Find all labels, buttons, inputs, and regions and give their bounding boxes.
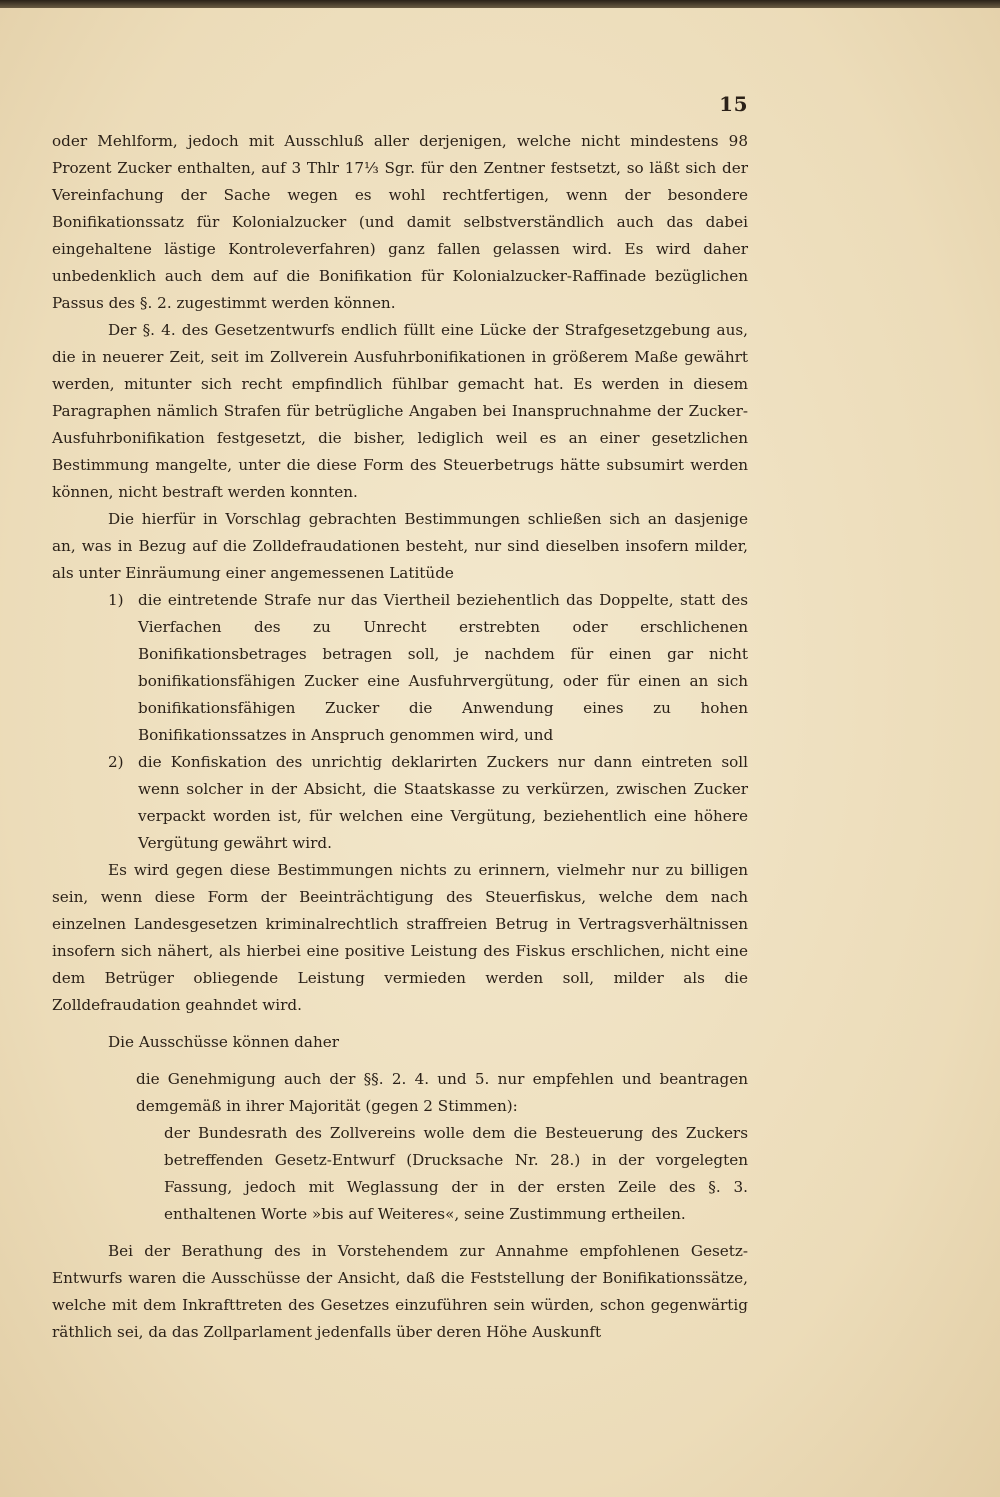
paragraph-4: Es wird gegen diese Bestimmungen nichts zu erinnern, vielmehr nur zu billigen sein, wenn diese Form der Beeinträchtigung des Steuerfiskus, welche dem nach einzelnen Landesgesetzen kriminalrechtlich straffreien Betrug in Vertragsverhältnissen insofern sich nähert, als hierbei eine positive Leistung des Fiskus erschlichen, nicht eine dem Betrüger obliegende Leistung vermieden werden soll, milder als die Zolldefraudation geahndet wird.	[52, 861, 748, 1014]
paragraph-3: Die hierfür in Vorschlag gebrachten Bestimmungen schließen sich an dasjenige an, was in Bezug auf die Zolldefraudationen besteht, nur sind dieselben insofern milder, als unter Einräumung einer angemessenen Latitüde	[52, 510, 748, 582]
page-number: 15	[719, 92, 748, 116]
body-text	[52, 128, 748, 1346]
paragraph-5: Die Ausschüsse können daher	[108, 1033, 339, 1051]
paragraph-2: Der §. 4. des Gesetzentwurfs endlich füllt eine Lücke der Strafgesetzgebung aus, die in neuerer Zeit, seit im Zollverein Ausfuhrbonifikationen in größerem Maße gewährt werden, mitunter sich recht empfindlich fühlbar gemacht hat. Es werden in diesem Paragraphen nämlich Strafen für betrügliche Angaben bei Inanspruchnahme der Zucker-Ausfuhrbonifikation festgesetzt, die bisher, lediglich weil es an einer gesetzlichen Bestimmung mangelte, unter die diese Form des Steuerbetrugs hätte subsumirt werden können, nicht bestraft werden konnten.	[52, 321, 748, 501]
list-item-1	[52, 587, 748, 749]
list-item-text: die Konfiskation des unrichtig deklarirten Zuckers nur dann eintreten soll wenn solcher in der Absicht, die Staatskasse zu verkürzen, zwischen Zucker verpackt worden ist, für welchen eine Vergütung, beziehentlich eine höhere Vergütung gewährt wird.	[138, 753, 748, 852]
page-top-edge	[0, 0, 1000, 8]
motion-intro: die Genehmigung auch der §§. 2. 4. und 5. nur empfehlen und beantragen demgemäß in ihrer Majorität (gegen 2 Stimmen):	[136, 1070, 748, 1115]
motion-text: der Bundesrath des Zollvereins wolle dem die Besteuerung des Zuckers betreffenden Gesetz-Entwurf (Drucksache Nr. 28.) in der vorgelegten Fassung, jedoch mit Weglassung der in der ersten Zeile des §. 3. enthaltenen Worte »bis auf Weiteres«, seine Zustimmung ertheilen.	[164, 1124, 748, 1223]
paragraph-8: Bei der Berathung des in Vorstehendem zur Annahme empfohlenen Gesetz-Entwurfs waren die Ausschüsse der Ansicht, daß die Feststellung der Bonifikationssätze, welche mit dem Inkrafttreten des Gesetzes einzuführen sein würden, schon gegenwärtig räthlich sei, da das Zollparlament jedenfalls über deren Höhe Auskunft	[52, 1242, 748, 1341]
paragraph-1: oder Mehlform, jedoch mit Ausschluß aller derjenigen, welche nicht mindestens 98 Prozent Zucker enthalten, auf 3 Thlr 17⅓ Sgr. für den Zentner festsetzt, so läßt sich der Vereinfachung der Sache wegen es wohl rechtfertigen, wenn der besondere Bonifikationssatz für Kolonialzucker (und damit selbstverständlich auch das dabei eingehaltene lästige Kontroleverfahren) ganz fallen gelassen wird. Es wird daher unbedenklich auch dem auf die Bonifikation für Kolonialzucker-Raffinade bezüglichen Passus des §. 2. zugestimmt werden können.	[52, 132, 748, 312]
list-item-number: 2)	[108, 753, 124, 771]
list-item-number: 1)	[108, 591, 124, 609]
list-item-text: die eintretende Strafe nur das Viertheil beziehentlich das Doppelte, statt des Vierfachen des zu Unrecht erstrebten oder erschlichenen Bonifikationsbetrages betragen soll, je nachdem für einen gar nicht bonifikationsfähigen Zucker eine Ausfuhrvergütung, oder für einen an sich bonifikationsfähigen Zucker die Anwendung eines zu hohen Bonifikationssatzes in Anspruch genommen wird, und	[138, 591, 748, 744]
list-item-2	[52, 749, 748, 857]
